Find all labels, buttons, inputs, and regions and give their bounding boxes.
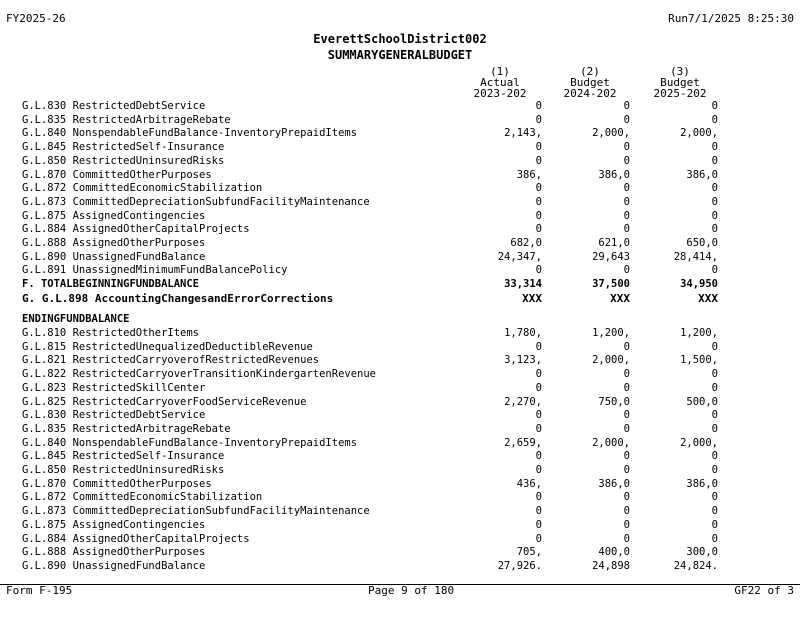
run-timestamp: Run7/1/2025 8:25:30 <box>668 12 794 25</box>
table-row <box>22 464 782 477</box>
row-value-actual: 1,780, <box>504 327 542 339</box>
row-label: G.L.890 UnassignedFundBalance <box>22 559 206 572</box>
row-value-budget-1: 37,500 <box>592 278 630 290</box>
table-row <box>22 237 782 250</box>
row-label: G.L.825 RestrictedCarryoverFoodServiceRevenue <box>22 395 307 408</box>
table-row <box>22 396 782 409</box>
row-value-actual: 0 <box>535 113 542 126</box>
column-3-year: 2025-202 <box>653 87 707 100</box>
row-label: G.L.890 UnassignedFundBalance <box>22 250 206 263</box>
table-row <box>22 546 782 559</box>
row-value-budget-2: 0 <box>711 450 718 463</box>
row-value-budget-2: 1,500, <box>680 354 718 367</box>
row-value-budget-1: 0 <box>623 209 630 222</box>
row-label: G.L.873 CommittedDepreciationSubfundFacilityMaintenance <box>22 505 370 518</box>
row-value-budget-1: 29,643 <box>592 250 630 263</box>
row-value-budget-2: 300,0 <box>686 546 718 559</box>
row-label: G.L.888 AssignedOtherPurposes <box>22 237 206 249</box>
row-value-budget-2: 0 <box>711 340 718 353</box>
gf-page-ref: GF22 of 3 <box>734 584 794 597</box>
row-value-budget-1: 24,898 <box>592 559 630 572</box>
table-row <box>22 182 782 195</box>
row-value-actual: 0 <box>535 422 542 435</box>
row-label: G.L.821 RestrictedCarryoverofRestrictedRevenues <box>22 354 320 367</box>
row-label: G.L.840 NonspendableFundBalance-InventoryPrepaidItems <box>22 436 358 449</box>
column-3-header <box>645 66 715 99</box>
row-value-actual: 3,123, <box>504 354 542 367</box>
column-3-label: Budget <box>660 76 700 89</box>
row-label: G.L.884 AssignedOtherCapitalProjects <box>22 223 250 236</box>
table-row <box>22 196 782 209</box>
row-value-budget-2: 0 <box>711 182 718 195</box>
row-label: G.L.810 RestrictedOtherItems <box>22 327 200 339</box>
row-label: G.L.873 CommittedDepreciationSubfundFacilityMaintenance <box>22 195 370 208</box>
row-value-budget-1: 0 <box>623 450 630 463</box>
row-value-budget-1: 386,0 <box>598 168 630 181</box>
row-label: G.L.872 CommittedEconomicStabilization <box>22 491 263 504</box>
row-label: G.L.830 RestrictedDebtService <box>22 100 206 112</box>
row-value-budget-1: 0 <box>623 340 630 353</box>
row-label: G.L.823 RestrictedSkillCenter <box>22 381 206 394</box>
row-value-budget-2: 28,414, <box>673 250 718 263</box>
row-value-budget-2: 24,824. <box>673 559 718 572</box>
row-value-budget-2: 0 <box>711 113 718 126</box>
row-value-actual: 24,347, <box>497 250 542 263</box>
row-value-budget-1: 0 <box>623 409 630 422</box>
row-value-budget-1: 0 <box>623 223 630 236</box>
table-row <box>22 382 782 395</box>
row-value-budget-2: 0 <box>711 223 718 236</box>
row-value-actual: 0 <box>535 518 542 531</box>
row-label: G.L.815 RestrictedUnequalizedDeductibleRevenue <box>22 340 313 353</box>
column-2-header <box>555 66 625 99</box>
column-1-year: 2023-202 <box>473 87 527 100</box>
fiscal-year: FY2025-26 <box>6 12 66 25</box>
row-value-actual: 0 <box>535 209 542 222</box>
row-label: G.L.891 UnassignedMinimumFundBalancePolicy <box>22 264 288 277</box>
row-value-budget-2: 2,000, <box>680 127 718 140</box>
column-1-label: Actual <box>480 76 520 89</box>
row-label: G.L.850 RestrictedUninsuredRisks <box>22 464 225 476</box>
row-value-actual: 0 <box>535 154 542 167</box>
row-value-budget-1: 1,200, <box>592 327 630 339</box>
row-label: G.L.875 AssignedContingencies <box>22 209 206 222</box>
row-value-actual: 0 <box>535 532 542 545</box>
row-value-budget-1: 0 <box>623 518 630 531</box>
table-row <box>22 155 782 168</box>
row-value-budget-1: 0 <box>623 532 630 545</box>
row-value-budget-1: XXX <box>610 292 630 305</box>
column-1-header <box>465 66 535 99</box>
row-value-actual: 0 <box>535 381 542 394</box>
row-value-actual: 0 <box>535 100 542 112</box>
row-value-actual: 33,314 <box>504 278 542 290</box>
table-row <box>22 141 782 154</box>
row-label: G.L.850 RestrictedUninsuredRisks <box>22 154 225 167</box>
row-value-budget-1: 750,0 <box>598 395 630 408</box>
row-value-budget-1: 0 <box>623 182 630 195</box>
table-row <box>22 100 782 113</box>
row-label: G.L.835 RestrictedArbitrageRebate <box>22 422 231 435</box>
table-row <box>22 264 782 277</box>
row-value-actual: 682,0 <box>510 237 542 249</box>
row-value-budget-1: 0 <box>623 464 630 476</box>
row-value-budget-2: 34,950 <box>680 278 718 290</box>
row-value-budget-2: 0 <box>711 381 718 394</box>
document-subtitle: SUMMARYGENERALBUDGET <box>327 48 473 62</box>
row-label: G.L.845 RestrictedSelf-Insurance <box>22 141 225 154</box>
table-row <box>22 533 782 546</box>
row-value-actual: 27,926. <box>497 559 542 572</box>
table-row <box>22 560 782 573</box>
table-row <box>22 368 782 381</box>
row-label: G.L.830 RestrictedDebtService <box>22 409 206 422</box>
table-row <box>22 327 782 340</box>
row-value-budget-2: 0 <box>711 491 718 504</box>
row-label: G.L.872 CommittedEconomicStabilization <box>22 182 263 195</box>
row-value-budget-2: 386,0 <box>686 168 718 181</box>
row-value-actual: 386, <box>516 168 542 181</box>
row-value-budget-2: 0 <box>711 141 718 154</box>
table-row <box>22 423 782 436</box>
row-value-budget-1: 0 <box>623 113 630 126</box>
table-row <box>22 491 782 504</box>
document-title: EverettSchoolDistrict002 <box>313 32 487 46</box>
table-row <box>22 519 782 532</box>
row-value-budget-1: 2,000, <box>592 354 630 367</box>
row-value-actual: 0 <box>535 340 542 353</box>
total-beginning-balance-row <box>22 278 782 291</box>
table-row <box>22 478 782 491</box>
row-value-budget-2: XXX <box>698 292 718 305</box>
row-value-budget-1: 0 <box>623 422 630 435</box>
ending-balance-heading: ENDINGFUNDBALANCE <box>22 313 130 325</box>
row-label: G.L.845 RestrictedSelf-Insurance <box>22 450 225 463</box>
row-value-budget-2: 1,200, <box>680 327 718 339</box>
page-number: Page 9 of 180 <box>368 584 455 597</box>
row-value-budget-1: 621,0 <box>598 237 630 249</box>
row-value-budget-2: 386,0 <box>686 477 718 490</box>
row-value-budget-2: 0 <box>711 195 718 208</box>
row-value-budget-2: 2,000, <box>680 436 718 449</box>
row-value-budget-2: 650,0 <box>686 237 718 249</box>
row-value-budget-1: 0 <box>623 491 630 504</box>
form-number: Form F-195 <box>6 584 73 597</box>
row-value-actual: 0 <box>535 223 542 236</box>
table-row <box>22 210 782 223</box>
row-label: G.L.888 AssignedOtherPurposes <box>22 546 206 559</box>
column-2-year: 2024-202 <box>563 87 617 100</box>
row-value-budget-1: 0 <box>623 368 630 381</box>
row-label: G.L.884 AssignedOtherCapitalProjects <box>22 532 250 545</box>
row-value-budget-2: 0 <box>711 532 718 545</box>
row-value-budget-1: 386,0 <box>598 477 630 490</box>
row-value-actual: 0 <box>535 505 542 518</box>
table-row <box>22 409 782 422</box>
row-value-budget-1: 0 <box>623 381 630 394</box>
row-value-budget-1: 0 <box>623 264 630 277</box>
row-value-actual: 0 <box>535 491 542 504</box>
table-row <box>22 450 782 463</box>
row-label: F. TOTALBEGINNINGFUNDBALANCE <box>22 278 200 290</box>
table-row <box>22 437 782 450</box>
row-value-budget-2: 0 <box>711 209 718 222</box>
row-label: G.L.835 RestrictedArbitrageRebate <box>22 113 231 126</box>
table-row <box>22 354 782 367</box>
row-value-actual: 0 <box>535 195 542 208</box>
row-label: G.L.870 CommittedOtherPurposes <box>22 477 212 490</box>
row-value-actual: 0 <box>535 464 542 476</box>
row-value-actual: 2,270, <box>504 395 542 408</box>
row-value-actual: 0 <box>535 141 542 154</box>
row-value-actual: 0 <box>535 450 542 463</box>
row-value-actual: 2,659, <box>504 436 542 449</box>
row-value-actual: XXX <box>522 292 542 305</box>
column-2-label: Budget <box>570 76 610 89</box>
column-2-number: (2) <box>580 65 600 78</box>
row-value-actual: 0 <box>535 368 542 381</box>
row-value-budget-2: 0 <box>711 464 718 476</box>
row-value-budget-2: 0 <box>711 409 718 422</box>
row-value-budget-1: 400,0 <box>598 546 630 559</box>
row-value-budget-2: 500,0 <box>686 395 718 408</box>
row-value-actual: 705, <box>516 546 542 559</box>
row-value-budget-1: 0 <box>623 100 630 112</box>
row-value-budget-2: 0 <box>711 505 718 518</box>
table-row <box>22 114 782 127</box>
row-value-budget-2: 0 <box>711 154 718 167</box>
table-row <box>22 341 782 354</box>
row-value-budget-2: 0 <box>711 100 718 112</box>
row-label: G.L.870 CommittedOtherPurposes <box>22 168 212 181</box>
row-value-budget-1: 0 <box>623 154 630 167</box>
column-1-number: (1) <box>490 65 510 78</box>
row-value-budget-2: 0 <box>711 368 718 381</box>
accounting-corrections-row <box>22 292 782 305</box>
row-value-budget-2: 0 <box>711 264 718 277</box>
row-label: G.L.822 RestrictedCarryoverTransitionKindergartenRevenue <box>22 368 377 381</box>
row-label: G.L.875 AssignedContingencies <box>22 518 206 531</box>
row-value-budget-2: 0 <box>711 422 718 435</box>
row-value-actual: 0 <box>535 264 542 277</box>
column-3-number: (3) <box>670 65 690 78</box>
row-value-actual: 436, <box>516 477 542 490</box>
row-label: G. G.L.898 AccountingChangesandErrorCorrections <box>22 292 334 305</box>
row-value-budget-1: 2,000, <box>592 127 630 140</box>
row-value-budget-1: 0 <box>623 505 630 518</box>
row-value-budget-1: 2,000, <box>592 436 630 449</box>
table-row <box>22 127 782 140</box>
table-row <box>22 169 782 182</box>
row-value-actual: 2,143, <box>504 127 542 140</box>
row-value-budget-2: 0 <box>711 518 718 531</box>
row-value-actual: 0 <box>535 182 542 195</box>
row-value-budget-1: 0 <box>623 141 630 154</box>
row-label: G.L.840 NonspendableFundBalance-InventoryPrepaidItems <box>22 127 358 140</box>
table-row <box>22 505 782 518</box>
row-value-actual: 0 <box>535 409 542 422</box>
row-value-budget-1: 0 <box>623 195 630 208</box>
table-row <box>22 251 782 264</box>
table-row <box>22 223 782 236</box>
